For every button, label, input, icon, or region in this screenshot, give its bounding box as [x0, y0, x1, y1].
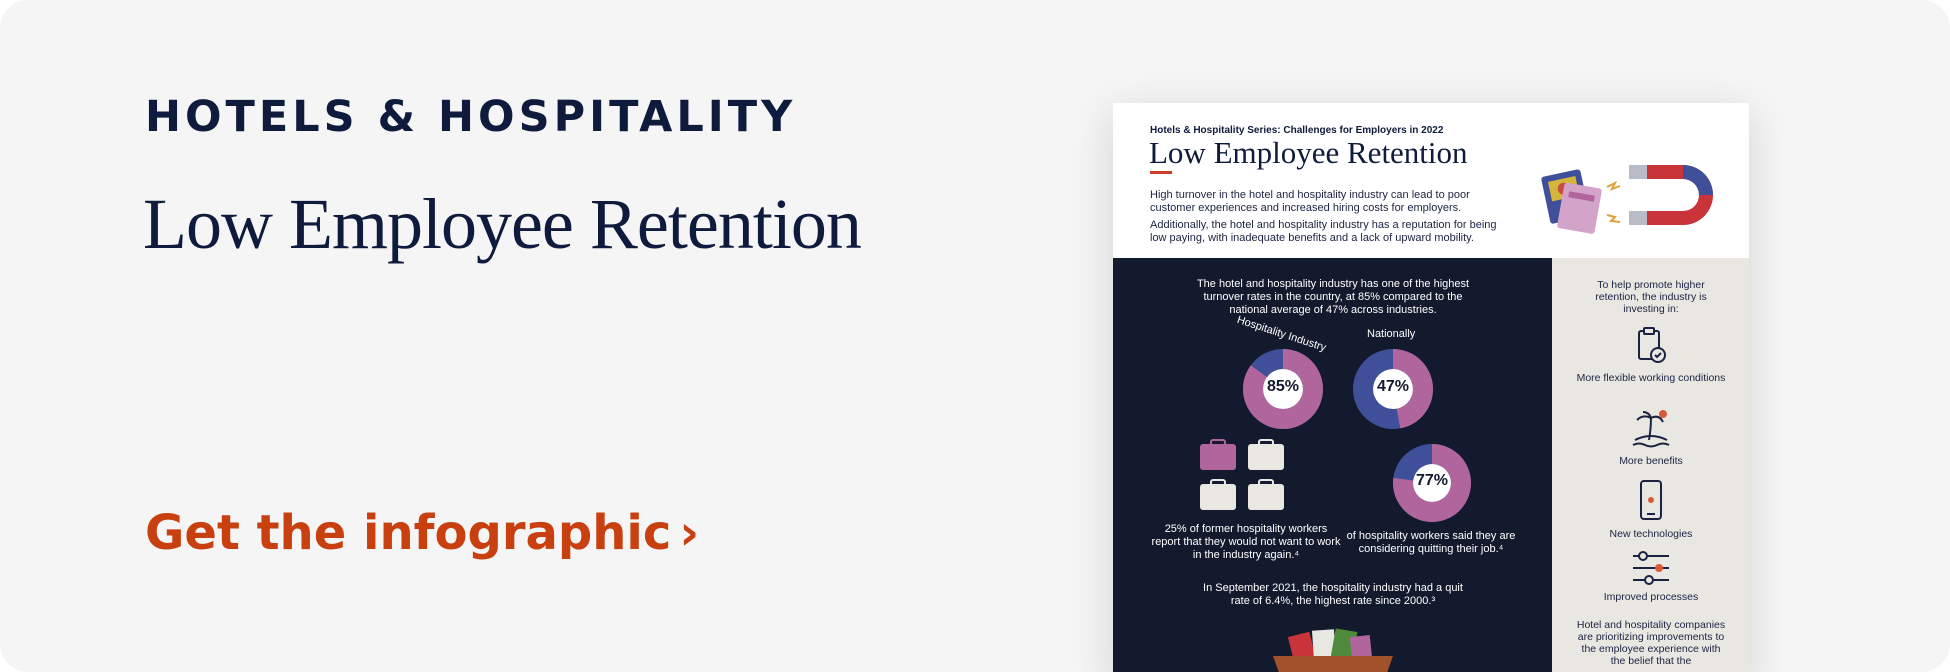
turnover-panel [1113, 258, 1552, 672]
donut-quitting-value: 77% [1415, 472, 1449, 489]
box-of-items-illustration [1263, 614, 1403, 672]
island-palm-icon [1627, 408, 1675, 448]
side-intro: To help promote higher retention, the industry is investing in: [1595, 279, 1707, 315]
get-infographic-link[interactable] [145, 505, 699, 561]
magnet-illustration [1533, 145, 1723, 245]
infographic-header [1113, 103, 1749, 258]
clipboard-check-icon [1627, 326, 1675, 366]
donut-hospitality-label: Hospitality Industry [1235, 313, 1328, 355]
briefcase-icons [1198, 438, 1288, 518]
side-outro: Hotel and hospitality companies are prioritizing improvements to the employee experience with the belief that the [1576, 619, 1726, 667]
infographic-preview[interactable] [1113, 103, 1749, 672]
side-item-flexible: More flexible working conditions [1576, 372, 1726, 384]
sliders-icon [1627, 548, 1675, 588]
page-title: Low Employee Retention [143, 184, 861, 264]
stat-77-percent: of hospitality workers said they are considering quitting their job.⁴ [1346, 530, 1516, 555]
cta-label: Get the infographic [145, 505, 672, 561]
retention-investments-panel [1552, 258, 1749, 672]
donut-national-label: Nationally [1367, 328, 1416, 340]
smartphone-icon [1627, 480, 1675, 520]
infographic-title: Low Employee Retention [1149, 135, 1468, 170]
side-item-processes: Improved processes [1603, 591, 1699, 603]
chevron-right-icon: › [679, 505, 700, 561]
category-eyebrow: HOTELS & HOSPITALITY [145, 92, 797, 142]
title-underline [1150, 171, 1172, 174]
infographic-series: Hotels & Hospitality Series: Challenges for Employers in 2022 [1150, 125, 1444, 136]
donut-hospitality-value: 85% [1266, 378, 1300, 395]
intro-paragraph-2: Additionally, the hotel and hospitality industry has a reputation for being low paying, with inadequate benefits and a lack of upward mobility. [1150, 219, 1497, 244]
side-item-benefits: More benefits [1619, 455, 1683, 467]
donut-national-value: 47% [1376, 378, 1410, 395]
stat-25-percent: 25% of former hospitality workers report that they would not want to work in the industry again.⁴ [1151, 523, 1341, 561]
quit-rate-stat: In September 2021, the hospitality industry had a quit rate of 6.4%, the highest rate since 2000.³ [1203, 582, 1463, 607]
turnover-intro: The hotel and hospitality industry has one of the highest turnover rates in the country, at 85% compared to the national average of 47% across industries. [1196, 278, 1470, 316]
side-item-technologies: New technologies [1609, 528, 1693, 540]
intro-paragraph-1: High turnover in the hotel and hospitality industry can lead to poor customer experiences and increased hiring costs for employers. [1150, 189, 1470, 214]
